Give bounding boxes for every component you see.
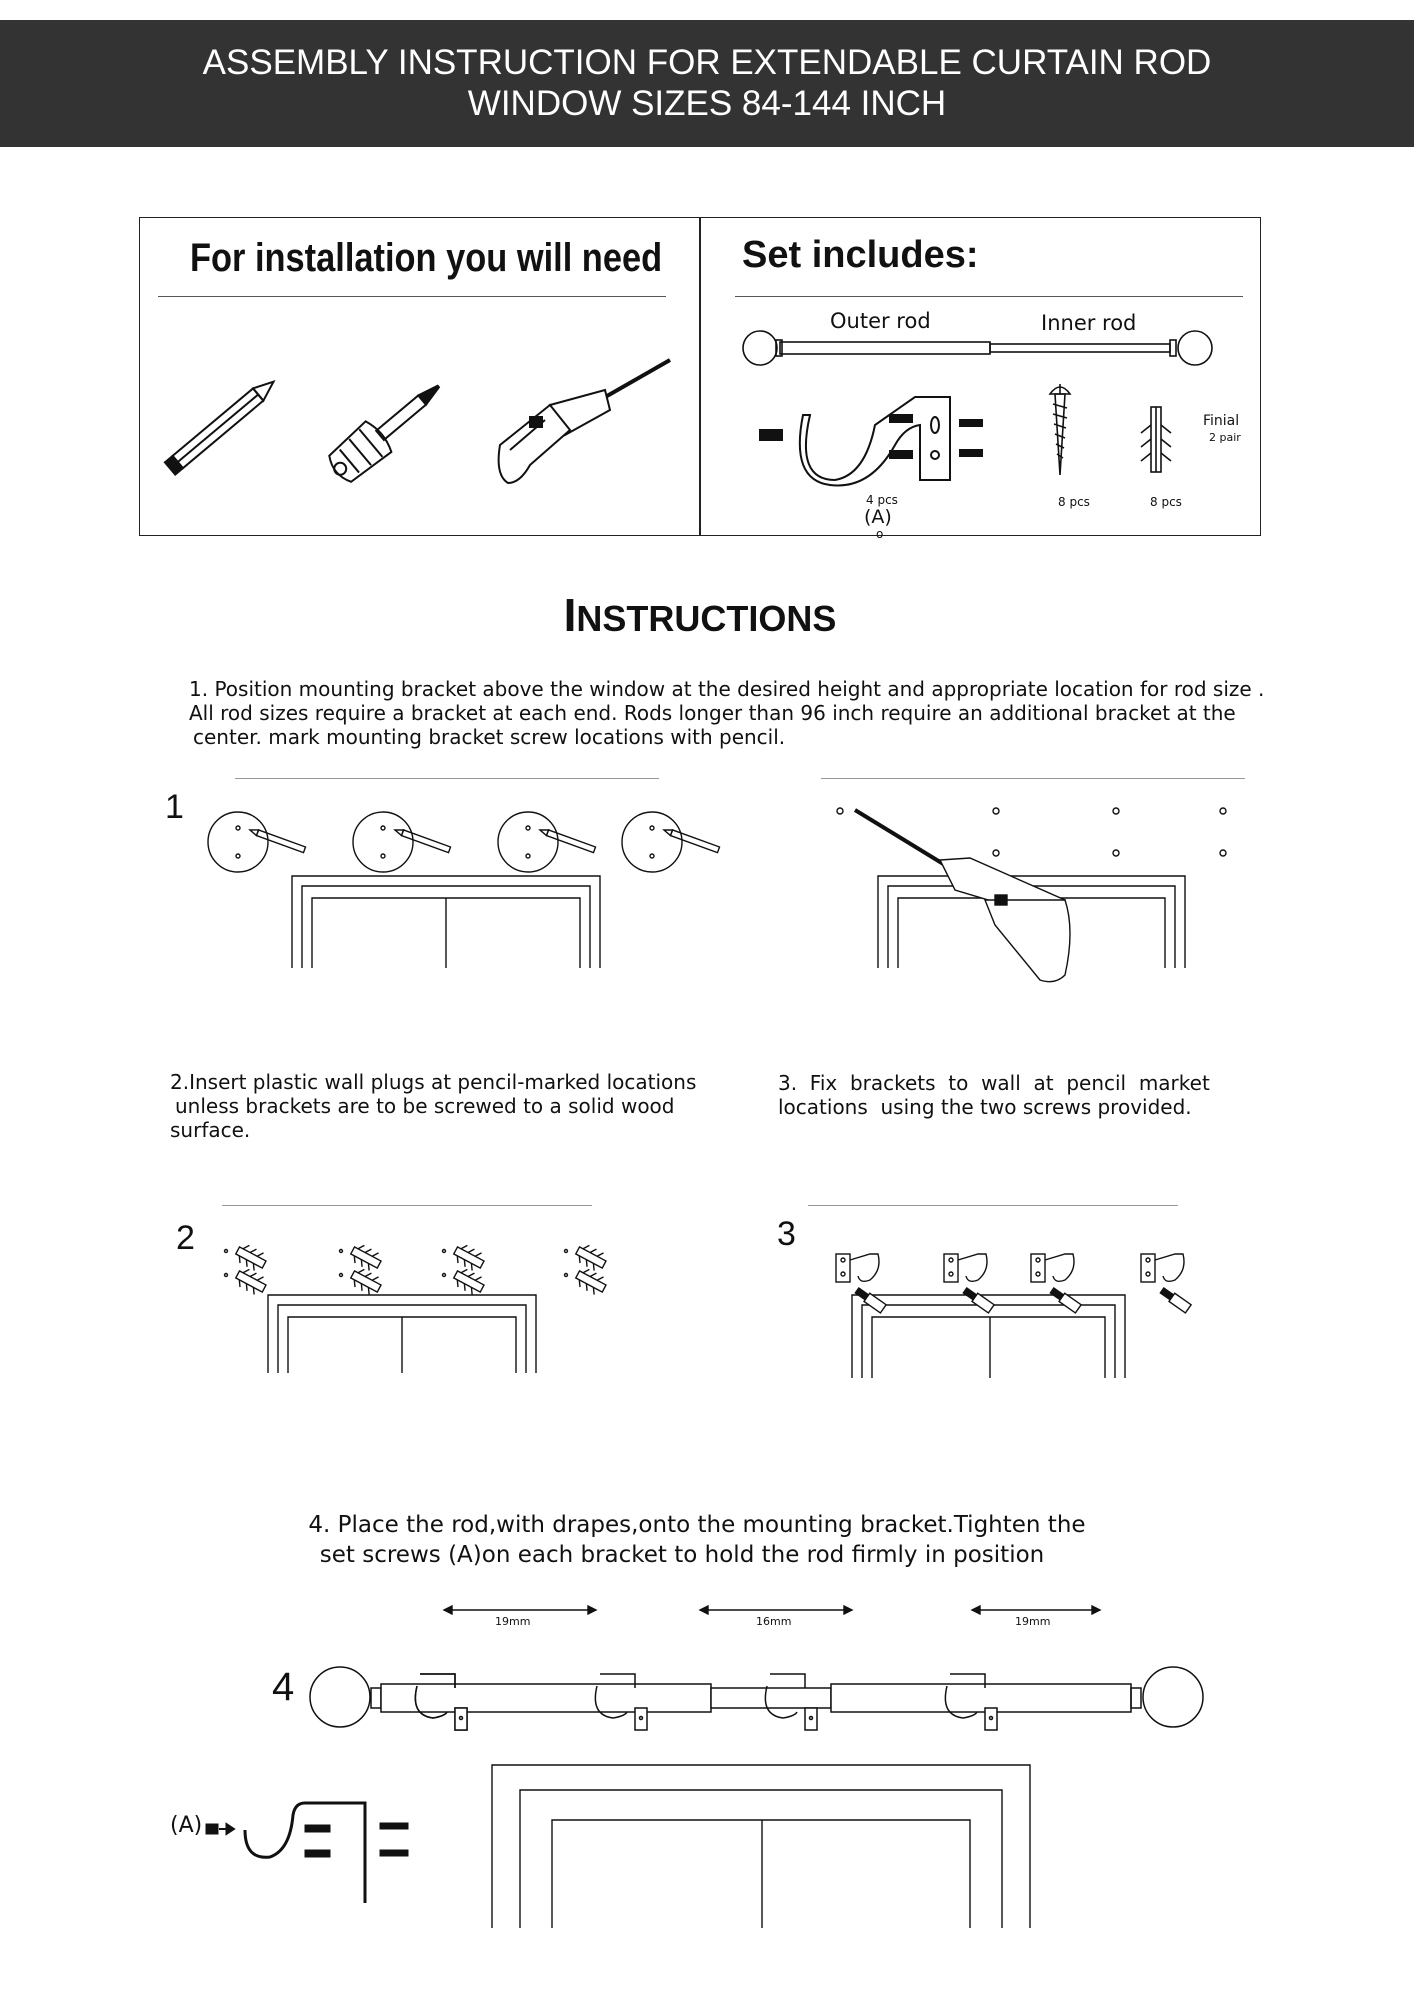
step2-text xyxy=(170,1070,696,1142)
step1-divider-right xyxy=(821,778,1245,779)
outer-rod-label: Outer rod xyxy=(830,309,931,333)
finial-qty: 2 pair xyxy=(1209,431,1241,444)
bracket-note: o xyxy=(876,527,884,541)
step1-line3: center. mark mounting bracket screw locations with pencil. xyxy=(193,725,786,749)
curtain-rod-icon xyxy=(740,328,1220,368)
step3-line2: locations using the two screws provided. xyxy=(778,1095,1192,1119)
step3-bracket-fix-diagram xyxy=(830,1250,1240,1380)
set-divider xyxy=(735,296,1243,297)
wall-plug-icon xyxy=(1137,405,1177,485)
step4-rod-on-brackets-diagram xyxy=(305,1660,1225,1740)
plug-qty: 8 pcs xyxy=(1150,495,1182,509)
pencil-icon xyxy=(150,360,300,490)
step1-marking-diagram xyxy=(200,800,740,970)
tools-title: For installation you will need xyxy=(190,236,663,280)
drill-icon xyxy=(490,355,680,495)
step1-divider-left xyxy=(235,778,659,779)
inner-rod-label: Inner rod xyxy=(1041,311,1137,335)
step1-text xyxy=(189,677,1264,749)
step2-divider xyxy=(222,1205,592,1206)
step1-line2: All rod sizes require a bracket at each end. Rods longer than 96 inch require an additional bracket at the xyxy=(189,701,1236,725)
instructions-title xyxy=(0,588,1400,642)
header-title-line1: ASSEMBLY INSTRUCTION FOR EXTENDABLE CURTAIN ROD xyxy=(202,43,1212,82)
instructions-title-cap: I xyxy=(563,589,577,641)
step1-line1: 1. Position mounting bracket above the window at the desired height and appropriate location for rod size . xyxy=(189,677,1265,701)
step2-line3: surface. xyxy=(170,1118,251,1142)
step3-line1: 3. Fix brackets to wall at pencil market xyxy=(778,1071,1210,1095)
step1-number: 1 xyxy=(165,788,184,826)
tools-divider xyxy=(158,296,666,297)
step4-window-diagram xyxy=(490,1760,1040,1930)
instructions-title-rest: NSTRUCTIONS xyxy=(576,598,837,639)
step3-number: 3 xyxy=(777,1215,796,1253)
dim-mid-label: 16mm xyxy=(756,1615,792,1628)
step2-line1: 2.Insert plastic wall plugs at pencil-marked locations xyxy=(170,1070,697,1094)
bracket-qty: 4 pcs xyxy=(866,493,898,507)
bracket-label: (A) xyxy=(864,506,892,528)
step2-number: 2 xyxy=(176,1219,195,1257)
set-title: Set includes: xyxy=(742,234,979,276)
step3-divider xyxy=(808,1205,1178,1206)
step2-wall-plug-diagram xyxy=(220,1245,620,1375)
detail-a-label: (A) xyxy=(170,1813,203,1838)
step4-line1: 4. Place the rod,with drapes,onto the mounting bracket.Tighten the xyxy=(308,1512,1086,1538)
screwdriver-icon xyxy=(315,362,465,492)
header-title-line2: WINDOW SIZES 84-144 INCH xyxy=(467,84,947,123)
step4-number: 4 xyxy=(272,1665,295,1709)
step1-drilling-diagram xyxy=(830,800,1240,990)
finial-label: Finial xyxy=(1203,413,1240,429)
step2-line2: unless brackets are to be screwed to a solid wood xyxy=(175,1094,675,1118)
bracket-icon xyxy=(755,385,995,490)
step4-text xyxy=(0,1510,1414,1570)
screw-qty: 8 pcs xyxy=(1058,495,1090,509)
screw-icon xyxy=(1045,380,1075,480)
detail-a-bracket-diagram xyxy=(205,1795,425,1905)
step4-line2: set screws (A)on each bracket to hold the rod firmly in position xyxy=(319,1542,1045,1568)
step3-text xyxy=(778,1071,1210,1119)
page-header xyxy=(0,20,1414,147)
dim-left-label: 19mm xyxy=(495,1615,531,1628)
dim-right-label: 19mm xyxy=(1015,1615,1051,1628)
